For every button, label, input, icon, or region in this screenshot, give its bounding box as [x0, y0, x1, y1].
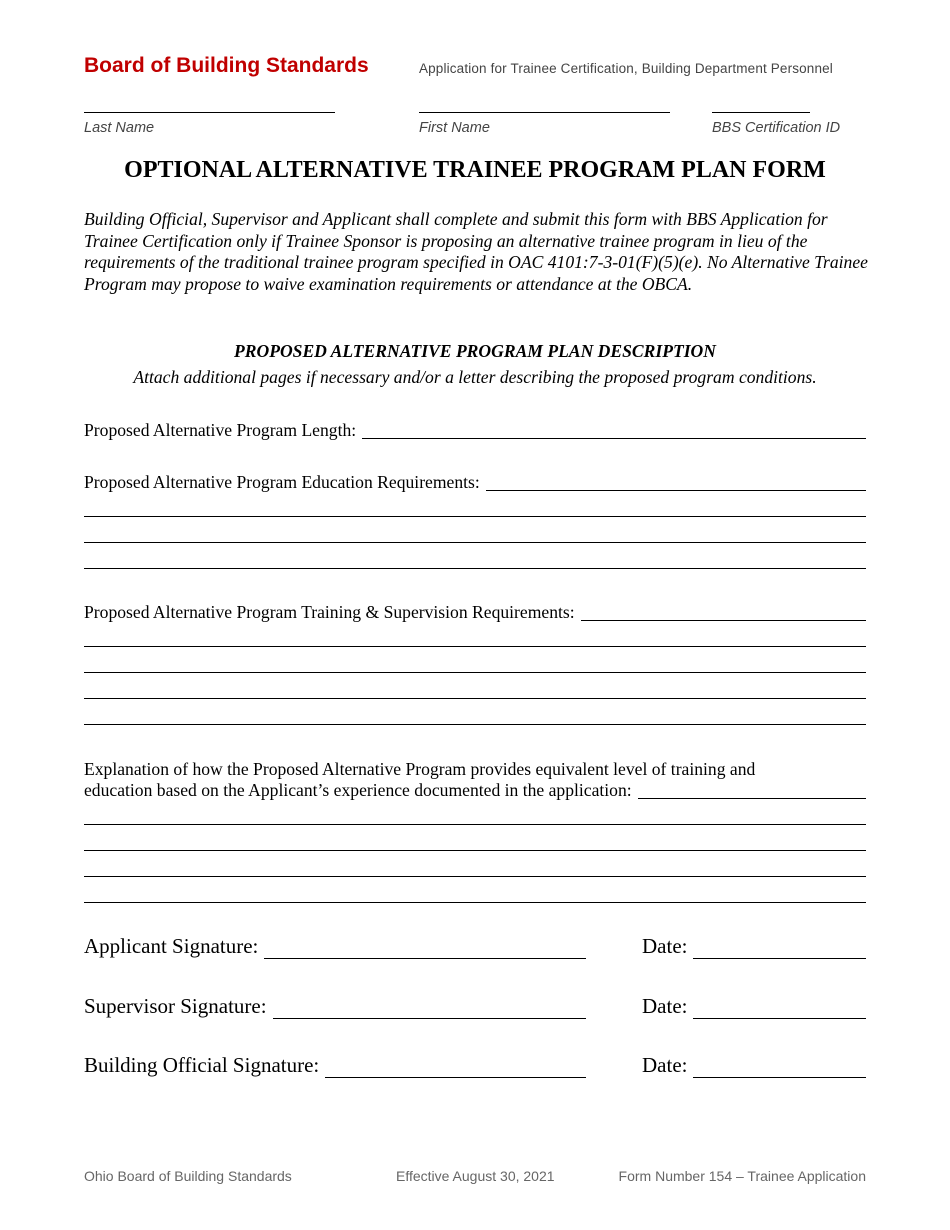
footer-form-number: Form Number 154 – Trainee Application	[618, 1168, 866, 1184]
supervisor-date-label: Date:	[642, 994, 693, 1019]
board-title: Board of Building Standards	[84, 54, 369, 77]
education-input-line[interactable]	[84, 516, 866, 517]
training-input-line[interactable]	[84, 698, 866, 699]
explanation-label-line2: education based on the Applicant’s experience documented in the application:	[84, 780, 638, 801]
application-title: Application for Trainee Certification, Building Department Personnel	[419, 61, 833, 76]
supervisor-signature-label: Supervisor Signature:	[84, 994, 273, 1019]
certification-id-input[interactable]	[712, 112, 810, 113]
training-input-line[interactable]	[84, 724, 866, 725]
education-input-line[interactable]	[84, 542, 866, 543]
first-name-input[interactable]	[419, 112, 670, 113]
last-name-input[interactable]	[84, 112, 335, 113]
explanation-label-line1: Explanation of how the Proposed Alternative Program provides equivalent level of training and	[84, 759, 761, 780]
education-label: Proposed Alternative Program Education Requirements:	[84, 472, 486, 493]
section-subheading: Attach additional pages if necessary and/or a letter describing the proposed program conditions.	[133, 367, 817, 387]
training-label: Proposed Alternative Program Training & Supervision Requirements:	[84, 602, 581, 623]
training-input-line[interactable]	[84, 672, 866, 673]
building-official-date-label: Date:	[642, 1053, 693, 1078]
program-length-label: Proposed Alternative Program Length:	[84, 420, 362, 441]
explanation-input-line[interactable]	[84, 902, 866, 903]
certification-id-label: BBS Certification ID	[712, 120, 841, 136]
explanation-input-line[interactable]	[84, 850, 866, 851]
footer-effective-date: Effective August 30, 2021	[396, 1168, 555, 1184]
training-input-line[interactable]	[84, 646, 866, 647]
applicant-signature-label: Applicant Signature:	[84, 934, 264, 959]
applicant-date-label: Date:	[642, 934, 693, 959]
building-official-signature-label: Building Official Signature:	[84, 1053, 325, 1078]
section-heading: PROPOSED ALTERNATIVE PROGRAM PLAN DESCRIPTION	[234, 341, 716, 361]
form-title: OPTIONAL ALTERNATIVE TRAINEE PROGRAM PLAN FORM	[124, 157, 826, 183]
last-name-label: Last Name	[84, 120, 155, 136]
education-input-line[interactable]	[84, 568, 866, 569]
footer-organization: Ohio Board of Building Standards	[84, 1168, 292, 1184]
explanation-input-line[interactable]	[84, 824, 866, 825]
intro-paragraph: Building Official, Supervisor and Applicant shall complete and submit this form with BBS Application for Trainee Certification only if Trainee Sponsor is proposing an alternative trainee program in lieu of the requirements of the traditional trainee program specified in OAC 4101:7-3-01(F)(5)(e). No Alternative Trainee Program may propose to waive examination requirements or attendance at the OBCA.	[84, 209, 868, 294]
explanation-input-line[interactable]	[84, 876, 866, 877]
first-name-label: First Name	[419, 120, 490, 136]
